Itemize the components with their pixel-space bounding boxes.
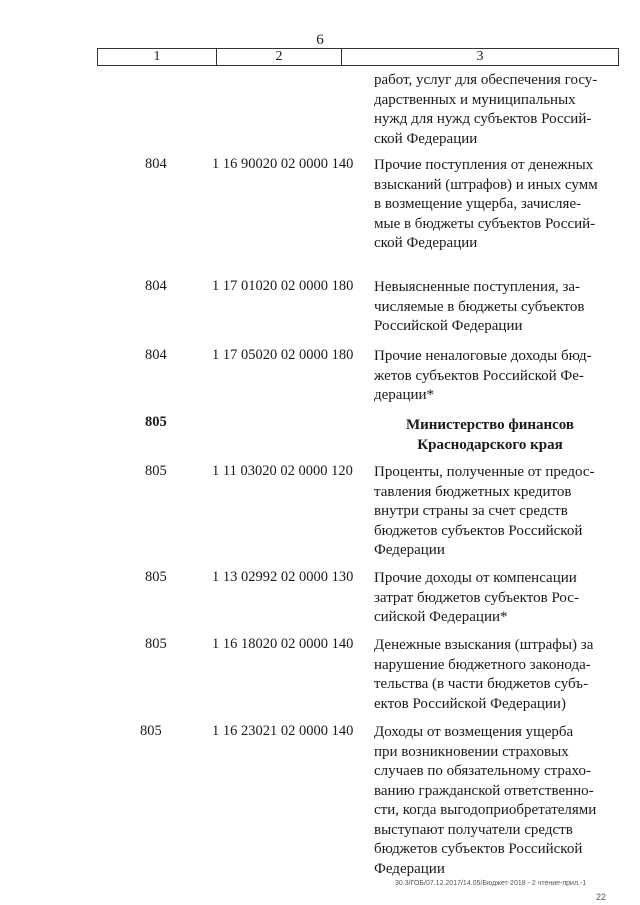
desc-line: Проценты, полученные от предос- <box>374 464 595 480</box>
desc-line: выступают получатели средств <box>374 821 573 838</box>
admin-code: 805 <box>145 636 167 652</box>
footer-mark: 22 <box>596 892 607 902</box>
kbk-code: 1 11 03020 02 0000 120 <box>212 463 353 479</box>
admin-code: 804 <box>145 156 167 172</box>
column-header-1: 1 <box>98 49 217 65</box>
desc-line: ванию гражданской ответственно- <box>374 782 594 799</box>
row-description <box>374 156 606 254</box>
page-number: 6 <box>316 32 324 48</box>
desc-line: числяемые в бюджеты субъектов <box>374 298 585 315</box>
desc-line: Денежные взыскания (штрафы) за <box>374 637 594 653</box>
kbk-code: 1 17 01020 02 0000 180 <box>212 278 354 294</box>
desc-line: Прочие неналоговые доходы бюд- <box>374 348 592 364</box>
row-description <box>374 636 606 714</box>
desc-line: внутри страны за счет средств <box>374 503 568 519</box>
row-description <box>374 569 606 628</box>
ministry-line: Краснодарского края <box>417 437 563 453</box>
kbk-code: 1 16 90020 02 0000 140 <box>212 156 354 172</box>
kbk-code: 1 16 18020 02 0000 140 <box>212 636 354 652</box>
desc-line: сти, когда выгодоприобретателями <box>374 802 597 818</box>
kbk-code: 1 17 05020 02 0000 180 <box>212 347 354 363</box>
desc-line: нарушение бюджетного законода- <box>374 656 591 673</box>
ministry-name <box>374 415 606 455</box>
table-header <box>97 48 619 66</box>
desc-line: взысканий (штрафов) и иных сумм <box>374 176 598 193</box>
desc-line: жетов субъектов Российской Фе- <box>374 367 584 384</box>
footer-file-note: 30.3/ГОБ/07.12.2017/14.05/Бюджет-2018 - 2 чтение-прил.-1 <box>395 880 587 887</box>
desc-line: тельства (в части бюджетов субъ- <box>374 676 589 692</box>
column-header-2: 2 <box>217 49 342 65</box>
row-description <box>374 463 606 561</box>
ministry-line: Министерство финансов <box>405 417 575 433</box>
desc-line: нужд для нужд субъектов Россий- <box>374 111 592 127</box>
desc-line: мые в бюджеты субъектов Россий- <box>374 215 596 232</box>
desc-line: ской Федерации <box>374 130 478 147</box>
row-description <box>374 278 606 337</box>
admin-code: 804 <box>145 278 167 294</box>
desc-line: Доходы от возмещения ущерба <box>374 724 574 740</box>
kbk-code: 1 16 23021 02 0000 140 <box>212 723 354 739</box>
desc-line: случаев по обязательному страхо- <box>374 763 591 779</box>
desc-line: бюджетов субъектов Российской <box>374 841 583 857</box>
row-description <box>374 723 606 879</box>
desc-line: Прочие поступления от денежных <box>374 157 594 173</box>
kbk-code: 1 13 02992 02 0000 130 <box>212 569 354 585</box>
admin-code: 805 <box>145 414 167 430</box>
desc-line: сийской Федерации* <box>374 609 508 625</box>
admin-code: 805 <box>145 463 167 479</box>
desc-line: работ, услуг для обеспечения госу- <box>374 72 598 88</box>
desc-line: затрат бюджетов субъектов Рос- <box>374 589 579 606</box>
desc-line: Невыясненные поступления, за- <box>374 279 581 295</box>
desc-line: при возникновении страховых <box>374 743 569 760</box>
desc-line: ектов Российской Федерации) <box>374 695 566 712</box>
desc-line: Российской Федерации <box>374 318 523 334</box>
desc-line: тавления бюджетных кредитов <box>374 483 572 500</box>
admin-code: 805 <box>145 569 167 585</box>
row-description <box>374 347 606 406</box>
admin-code: 804 <box>145 347 167 363</box>
desc-line: ской Федерации <box>374 235 478 251</box>
desc-line: в возмещение ущерба, зачисляе- <box>374 196 582 212</box>
continuation-description <box>374 71 606 149</box>
desc-line: бюджетов субъектов Российской <box>374 522 583 539</box>
desc-line: дарственных и муниципальных <box>374 91 576 108</box>
desc-line: Федерации <box>374 860 445 877</box>
desc-line: Федерации <box>374 542 445 558</box>
admin-code: 805 <box>140 723 162 739</box>
desc-line: Прочие доходы от компенсации <box>374 570 577 586</box>
column-header-3: 3 <box>476 49 484 64</box>
desc-line: дерации* <box>374 387 435 403</box>
